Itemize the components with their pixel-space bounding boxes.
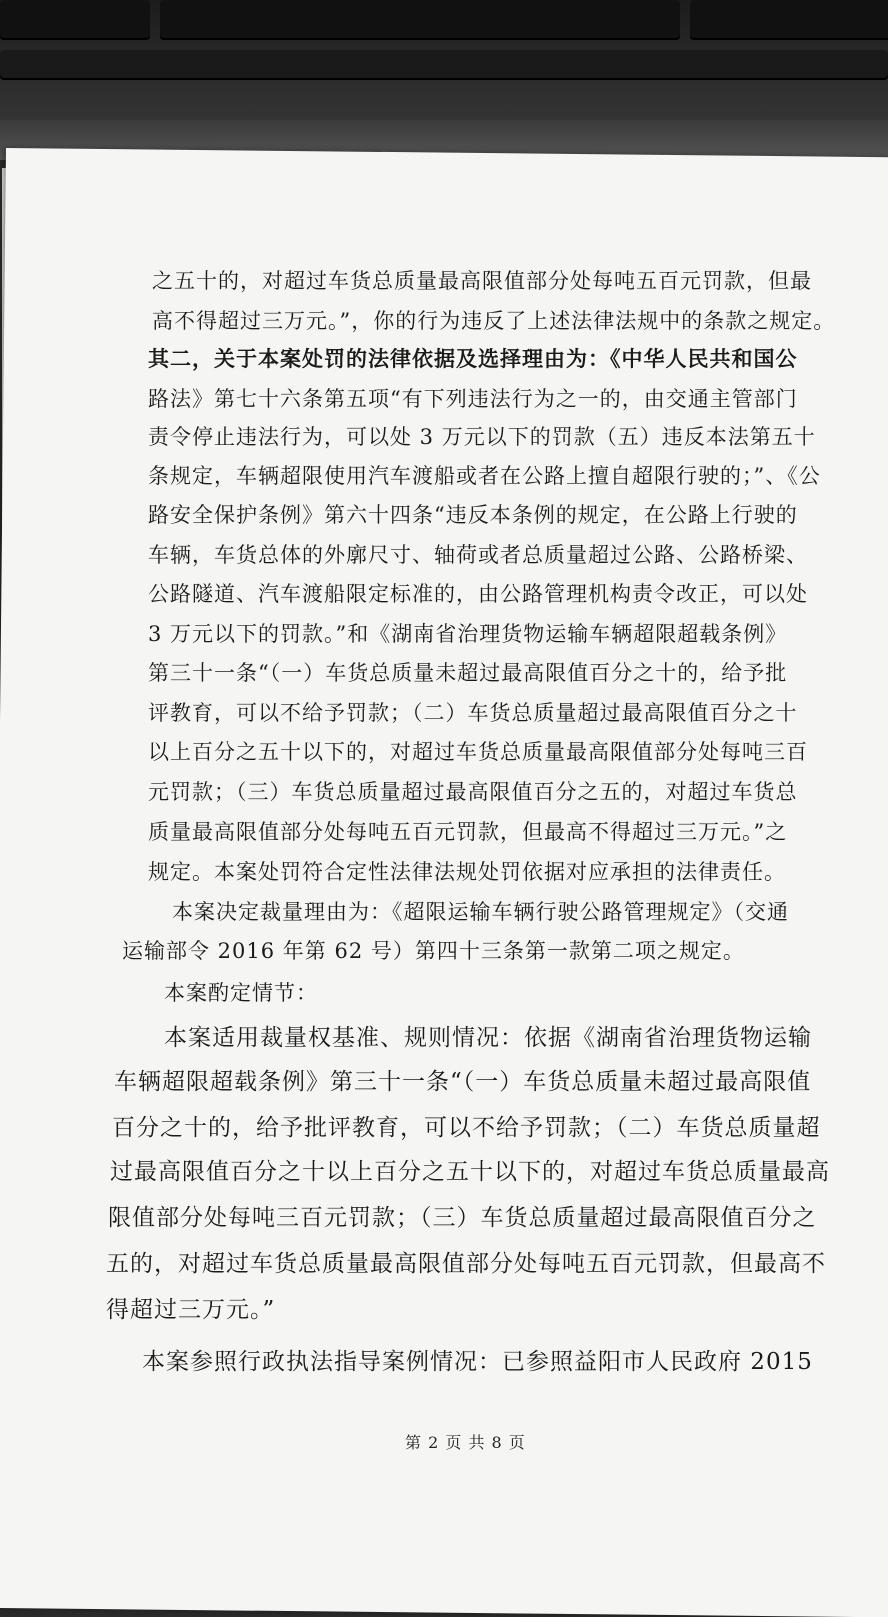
text-line: 之五十的，对超过车货总质量最高限值部分处每吨五百元罚款，但最 [152, 269, 812, 293]
text-line: 以上百分之五十以下的，对超过车货总质量最高限值部分处每吨三百 [148, 740, 808, 764]
text-line: 规定。本案处罚符合定性法律法规处罚依据对应承担的法律责任。 [148, 860, 786, 884]
text-line: 本案参照行政执法指导案例情况：已参照益阳市人民政府 2015 [142, 1349, 813, 1375]
text-line: 公路隧道、汽车渡船限定标准的，由公路管理机构责令改正，可以处 [148, 582, 808, 606]
text-line: 其二，关于本案处罚的法律依据及选择理由为：《中华人民共和国公 [148, 346, 798, 371]
text-line: 第三十一条“（一）车货总质量未超过最高限值百分之十的，给予批 [148, 661, 788, 685]
text-line: 条规定，车辆超限使用汽车渡船或者在公路上擅自超限行驶的；”、《公 [148, 464, 821, 488]
keyboard-frame [0, 50, 888, 80]
text-line: 元罚款；（三）车货总质量超过最高限值百分之五的，对超过车货总 [148, 780, 798, 804]
text-line: 运输部令 2016 年第 62 号）第四十三条第一款第二项之规定。 [122, 939, 745, 963]
text-line: 本案决定裁量理由为：《超限运输车辆行驶公路管理规定》（交通 [172, 900, 789, 924]
text-line: 过最高限值百分之十以上百分之五十以下的，对超过车货总质量最高 [110, 1159, 830, 1185]
text-line: 本案适用裁量权基准、规则情况：依据《湖南省治理货物运输 [164, 1025, 812, 1051]
page-number: 第 2 页 共 8 页 [405, 1433, 526, 1452]
text-line: 车辆，车货总体的外廓尺寸、轴荷或者总质量超过公路、公路桥梁、 [148, 543, 808, 567]
text-line: 本案酌定情节： [164, 981, 318, 1005]
text-line: 限值部分处每吨三百元罚款；（三）车货总质量超过最高限值百分之 [108, 1205, 817, 1231]
text-line: 路法》第七十六条第五项“有下列违法行为之一的，由交通主管部门 [148, 387, 798, 411]
text-line: 路安全保护条例》第六十四条“违反本条例的规定，在公路上行驶的 [148, 503, 798, 527]
text-line: 百分之十的，给予批评教育，可以不给予罚款；（二）车货总质量超 [112, 1115, 821, 1141]
text-line: 责令停止违法行为，可以处 3 万元以下的罚款（五）违反本法第五十 [148, 425, 816, 449]
text-line: 五的，对超过车货总质量最高限值部分处每吨五百元罚款，但最高不 [106, 1251, 826, 1277]
keyboard-key [690, 0, 888, 40]
text-line: 得超过三万元。” [106, 1297, 276, 1323]
text-line: 评教育，可以不给予罚款；（二）车货总质量超过最高限值百分之十 [148, 701, 798, 725]
keyboard-key [0, 0, 150, 40]
text-line: 3 万元以下的罚款。”和《湖南省治理货物运输车辆超限超载条例》 [148, 622, 788, 646]
keyboard-key [160, 0, 680, 40]
text-line: 车辆超限超载条例》第三十一条“（一）车货总质量未超过最高限值 [114, 1069, 812, 1095]
text-line: 质量最高限值部分处每吨五百元罚款，但最高不得超过三万元。”之 [148, 820, 788, 844]
text-line: 高不得超过三万元。”，你的行为违反了上述法律法规中的条款之规定。 [152, 309, 836, 333]
